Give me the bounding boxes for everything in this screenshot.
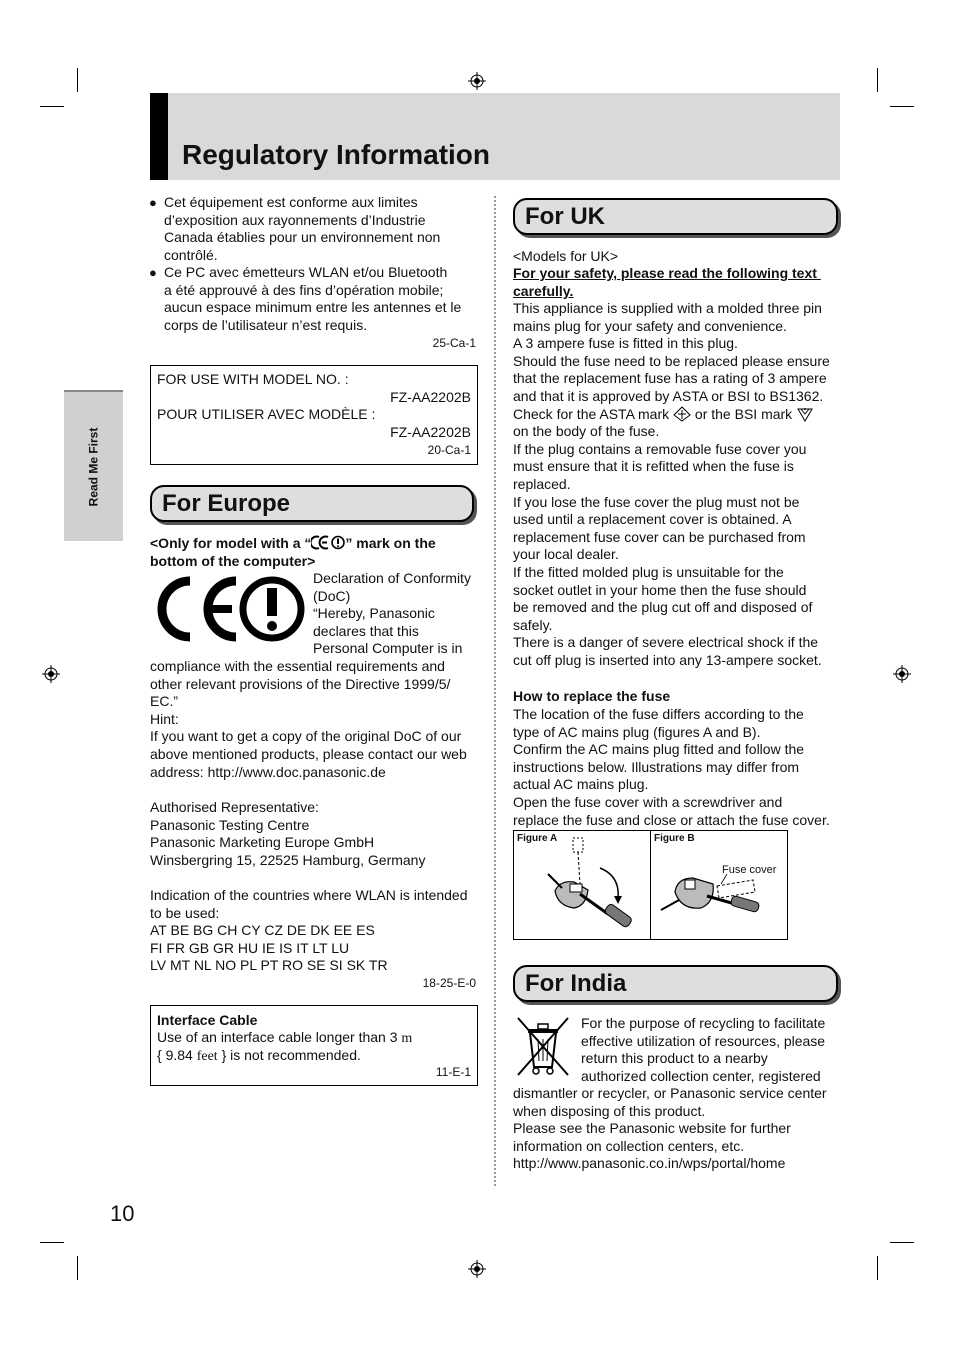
side-tab-label-wrap: [64, 392, 123, 541]
note-text: bottom of the computer>: [150, 552, 316, 569]
model-line-2: POUR UTILISER AVEC MODÈLE :: [157, 406, 376, 422]
text-line: replace the fuse and close or attach the fuse cover.: [513, 811, 830, 828]
text-line: mains plug for your safety and convenience.: [513, 317, 787, 334]
text-line: { 9.84: [157, 1047, 197, 1063]
figure-a-label: Figure A: [517, 833, 558, 844]
header-accent: [150, 93, 168, 180]
text-line: safely.: [513, 616, 553, 633]
text-line: } is not recommended.: [217, 1047, 361, 1063]
fuse-cover-label: Fuse cover: [722, 864, 777, 876]
check-line: [513, 406, 830, 424]
text-line: when disposing of this product.: [513, 1102, 706, 1119]
text-line: EC.”: [150, 693, 178, 710]
text-line: http://www.panasonic.co.in/wps/portal/home: [513, 1155, 786, 1172]
text-line: Authorised Representative:: [150, 799, 319, 815]
doc-body: [150, 658, 467, 781]
registration-mark-icon: [468, 1260, 486, 1278]
page-number: 10: [110, 1201, 135, 1226]
ce-mark-inline-icon: [311, 535, 345, 550]
text-line: Panasonic Testing Centre: [150, 816, 310, 833]
bullet-icon: ●: [149, 265, 157, 280]
text-line: corps de l’utilisateur n’est requis.: [164, 316, 368, 333]
crop-mark: [890, 1242, 914, 1243]
text-line: If you lose the fuse cover the plug must not be: [513, 493, 800, 510]
side-tab-label: Read Me First: [86, 427, 101, 506]
unit-text: feet: [196, 1049, 218, 1064]
text-line: compliance with the essential requirements and: [150, 658, 445, 674]
text-line: Use of an interface cable longer than 3: [157, 1029, 402, 1045]
text-line: dismantler or recycler, or Panasonic service center: [513, 1085, 827, 1101]
text-line: FI FR GB GR HU IE IS IT LT LU: [150, 939, 350, 956]
figure-b-illustration: [655, 852, 781, 932]
page-title: Regulatory Information: [182, 139, 491, 170]
authorised-rep: [150, 799, 425, 869]
registration-mark-icon: [468, 72, 486, 90]
text-line: that the replacement fuse has a rating of 3 ampere: [513, 370, 827, 387]
text-line: Hint:: [150, 710, 179, 727]
reference-code: 11-E-1: [435, 1065, 471, 1079]
text-line: authorized collection center, registered: [581, 1067, 821, 1084]
section-heading-india: [513, 965, 838, 1002]
doc-text: [313, 570, 471, 658]
ce-mark-icon: [150, 575, 306, 643]
text-line: replaced.: [513, 475, 571, 492]
text-line: The location of the fuse differs according to the: [513, 706, 804, 722]
reference-code: 20-Ca-1: [427, 443, 471, 457]
weee-crossed-bin-icon: [514, 1015, 572, 1079]
text-line: address: http://www.doc.panasonic.de: [150, 763, 386, 780]
text-line: be removed and the plug cut off and disposed of: [513, 599, 813, 616]
wlan-countries: [150, 887, 468, 975]
model-line-1: FOR USE WITH MODEL NO. :: [157, 371, 349, 387]
crop-mark: [877, 1256, 878, 1280]
text-line: If the fitted molded plug is unsuitable for the: [513, 563, 784, 580]
text-line: (DoC): [313, 587, 351, 604]
section-heading-europe: [150, 485, 474, 522]
cable-line-1: [157, 1029, 412, 1048]
section-heading-text: For Europe: [162, 490, 291, 517]
text-line: carefully.: [513, 282, 574, 299]
uk-safety-heading: [513, 265, 821, 300]
section-heading-uk: [513, 198, 838, 235]
crop-mark: [877, 68, 878, 92]
unit-text: m: [401, 1031, 413, 1046]
bsi-kitemark-icon: [796, 406, 814, 422]
text-line: effective utilization of resources, please: [581, 1032, 826, 1049]
text-line: Cet équipement est conforme aux limites: [164, 194, 418, 210]
crop-mark: [77, 68, 78, 92]
uk-models: <Models for UK>: [513, 248, 619, 264]
text-line: Panasonic Marketing Europe GmbH: [150, 834, 375, 851]
note-text: <Only for model with a “: [150, 535, 312, 551]
bullet-icon: ●: [149, 195, 157, 210]
text-line: aucun espace minimum entre les antennes et le: [164, 299, 462, 316]
text-line: above mentioned products, please contact our web: [150, 745, 467, 762]
text-line: or the BSI mark: [691, 405, 797, 422]
text-line: A 3 ampere fuse is fitted in this plug.: [513, 335, 738, 352]
cable-line-2: [157, 1047, 361, 1066]
text-line: other relevant provisions of the Directive 1999/5/: [150, 675, 451, 692]
cable-title: Interface Cable: [157, 1012, 258, 1028]
text-line: cut off plug is inserted into any 13-ampere socket.: [513, 651, 822, 668]
text-line: If you want to get a copy of the original DoC of our: [150, 728, 462, 745]
text-line: LV MT NL NO PL PT RO SE SI SK TR: [150, 957, 388, 974]
reference-code: 18-25-E-0: [422, 976, 476, 990]
text-line: Confirm the AC mains plug fitted and follow the: [513, 741, 805, 758]
text-line: Winsbergring 15, 22525 Hamburg, Germany: [150, 851, 426, 868]
text-line: Check for the ASTA mark: [513, 405, 674, 422]
text-line: on the body of the fuse.: [513, 423, 660, 440]
text-line: For your safety, please read the following text: [513, 265, 821, 281]
section-heading-text: For India: [525, 970, 627, 997]
text-line: contrôlé.: [164, 246, 218, 263]
text-line: Please see the Panasonic website for further: [513, 1120, 791, 1137]
text-line: If the plug contains a removable fuse cover you: [513, 440, 807, 457]
model-number-1: FZ-AA2202B: [390, 389, 471, 405]
text-line: Open the fuse cover with a screwdriver and: [513, 793, 783, 810]
crop-mark: [40, 1242, 64, 1243]
india-text-full: [513, 1085, 827, 1173]
asta-mark-icon: [673, 406, 691, 422]
text-line: Personal Computer is in: [313, 640, 463, 657]
text-line: must ensure that it is refitted when the fuse is: [513, 458, 794, 475]
note-text: ” mark on the: [345, 535, 436, 551]
text-line: There is a danger of severe electrical shock if the: [513, 634, 819, 651]
crop-mark: [890, 106, 914, 107]
text-line: return this product to a nearby: [581, 1050, 768, 1067]
text-line: declares that this: [313, 622, 419, 639]
text-line: “Hereby, Panasonic: [313, 605, 435, 622]
text-line: Indication of the countries where WLAN is intended: [150, 887, 468, 903]
india-text-short: [581, 1015, 825, 1085]
europe-note: [150, 535, 436, 570]
reference-code: 25-Ca-1: [432, 336, 476, 350]
text-line: information on collection centers, etc.: [513, 1137, 745, 1154]
column-divider: [494, 196, 496, 1186]
text-line: your local dealer.: [513, 546, 619, 563]
crop-mark: [77, 1256, 78, 1280]
text-line: Ce PC avec émetteurs WLAN et/ou Bluetooth: [164, 264, 448, 280]
text-line: For the purpose of recycling to facilitate: [581, 1015, 826, 1031]
figure-b-label: Figure B: [654, 833, 695, 844]
howto-body: [513, 706, 830, 829]
text-line: actual AC mains plug.: [513, 776, 649, 793]
text-line: used until a replacement cover is obtained. A: [513, 511, 792, 528]
text-line: and that it is approved by ASTA or BSI to BS1362.: [513, 387, 824, 404]
crop-mark: [40, 106, 64, 107]
text-line: Canada établies pour un environnement non: [164, 229, 441, 246]
model-number-2: FZ-AA2202B: [390, 424, 471, 440]
section-heading-text: For UK: [525, 203, 605, 230]
text-line: instructions below. Illustrations may differ from: [513, 758, 800, 775]
text-line: Should the fuse need to be replaced please ensure: [513, 352, 830, 369]
text-line: d’exposition aux rayonnements d’Industrie: [164, 211, 426, 228]
text-line: type of AC mains plug (figures A and B).: [513, 723, 761, 740]
registration-mark-icon: [893, 665, 911, 683]
text-line: a été approuvé à des fins d’opération mobile;: [164, 281, 444, 298]
uk-body: [513, 300, 830, 669]
text-line: Declaration of Conformity: [313, 570, 471, 586]
bullet-text: [164, 264, 461, 334]
figure-a-illustration: [540, 836, 640, 936]
text-line: to be used:: [150, 904, 220, 921]
text-line: AT BE BG CH CY CZ DE DK EE ES: [150, 922, 375, 939]
registration-mark-icon: [42, 665, 60, 683]
text-line: socket outlet in your home then the fuse should: [513, 581, 807, 598]
text-line: replacement fuse cover can be purchased from: [513, 528, 806, 545]
howto-title: How to replace the fuse: [513, 688, 671, 704]
bullet-text: [164, 194, 440, 264]
text-line: This appliance is supplied with a molded three pin: [513, 300, 822, 316]
